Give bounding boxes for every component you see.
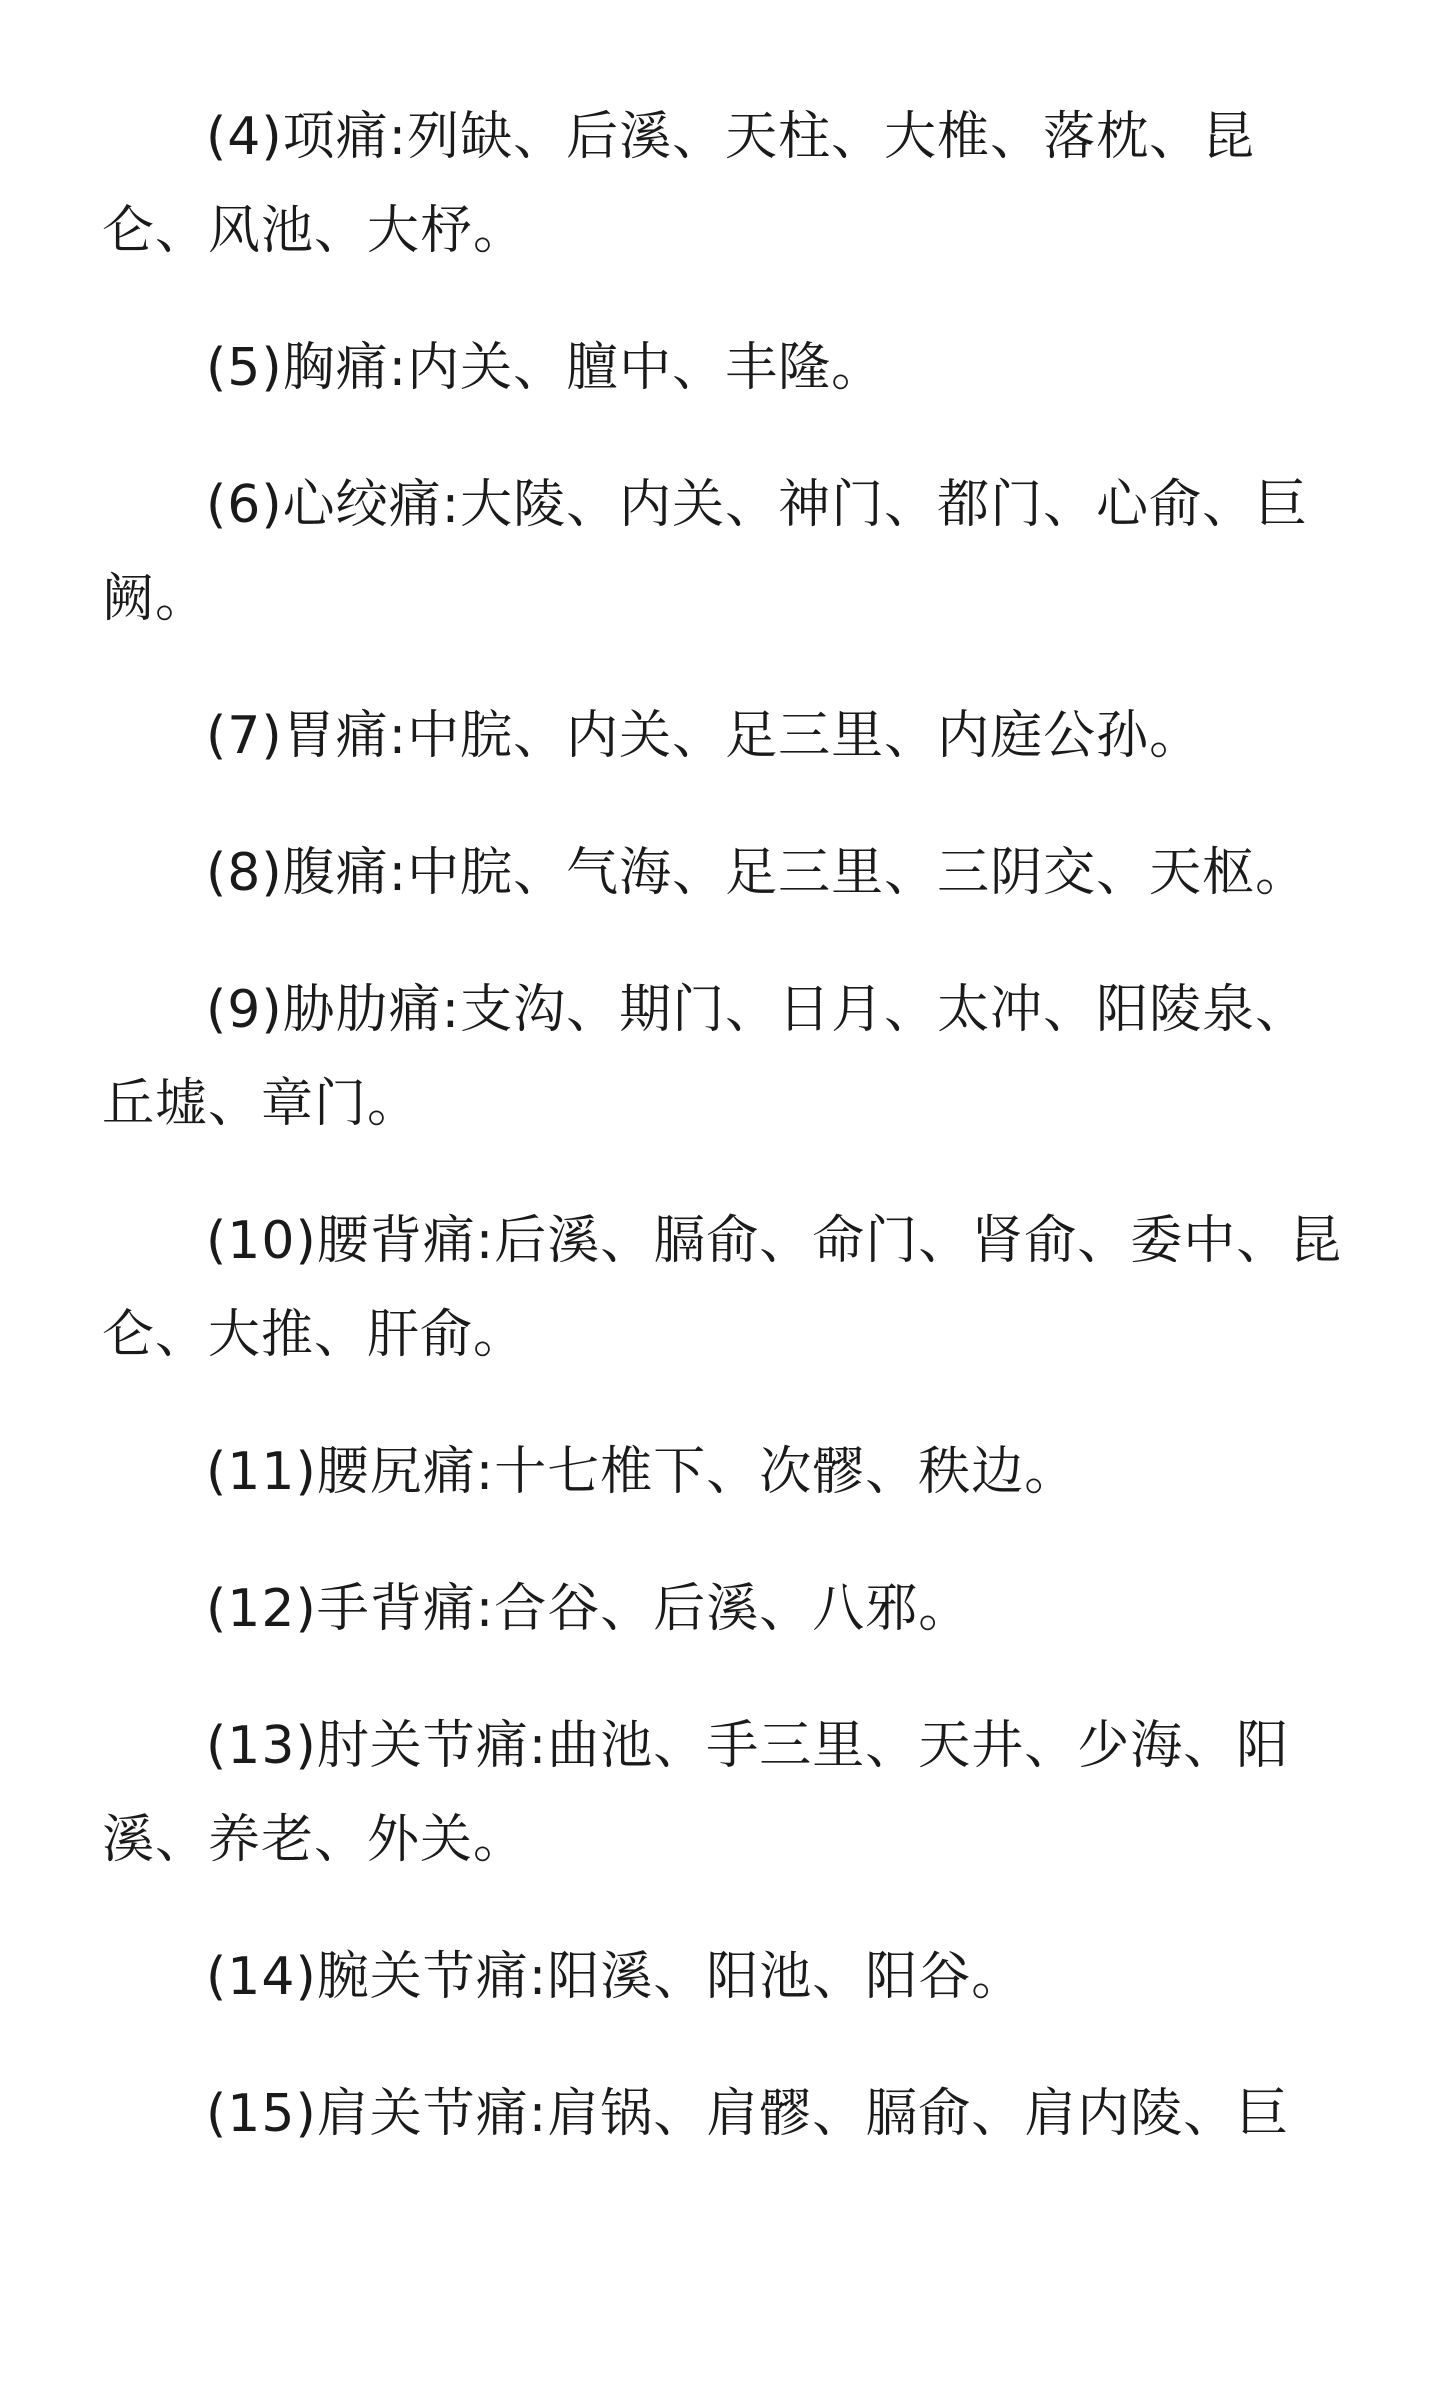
entry-stomach-pain: (7)胃痛:中脘、内关、足三里、内庭公孙。 bbox=[206, 706, 1203, 766]
entry-hypochondriac-pain: (9)胁肋痛:支沟、期门、日月、太冲、阳陵泉、丘墟、章门。 bbox=[102, 980, 1309, 1134]
entry-wrist-pain: (14)腕关节痛:阳溪、阳池、阳谷。 bbox=[206, 1947, 1025, 2007]
acupoint-list bbox=[102, 90, 1352, 2204]
entry-abdominal-pain: (8)腹痛:中脘、气海、足三里、三阴交、天枢。 bbox=[206, 843, 1309, 903]
entry-lumbosacral-pain: (11)腰尻痛:十七椎下、次髎、秩边。 bbox=[206, 1442, 1078, 1502]
entry-chest-pain: (5)胸痛:内关、膻中、丰隆。 bbox=[206, 338, 885, 398]
entry-shoulder-pain: (15)肩关节痛:肩锅、肩髎、膈俞、肩内陵、巨 bbox=[206, 2084, 1290, 2144]
entry-back-pain: (10)腰背痛:后溪、膈俞、命门、肾俞、委中、昆仑、大推、肝俞。 bbox=[102, 1211, 1343, 1365]
entry-elbow-pain: (13)肘关节痛:曲池、手三里、天井、少海、阳溪、养老、外关。 bbox=[102, 1716, 1290, 1870]
entry-neck-pain: (4)项痛:列缺、后溪、天柱、大椎、落枕、昆仑、风池、大杼。 bbox=[102, 107, 1256, 261]
entry-angina: (6)心绞痛:大陵、内关、神门、都门、心俞、巨阙。 bbox=[102, 475, 1309, 629]
entry-hand-back-pain: (12)手背痛:合谷、后溪、八邪。 bbox=[206, 1579, 972, 1639]
